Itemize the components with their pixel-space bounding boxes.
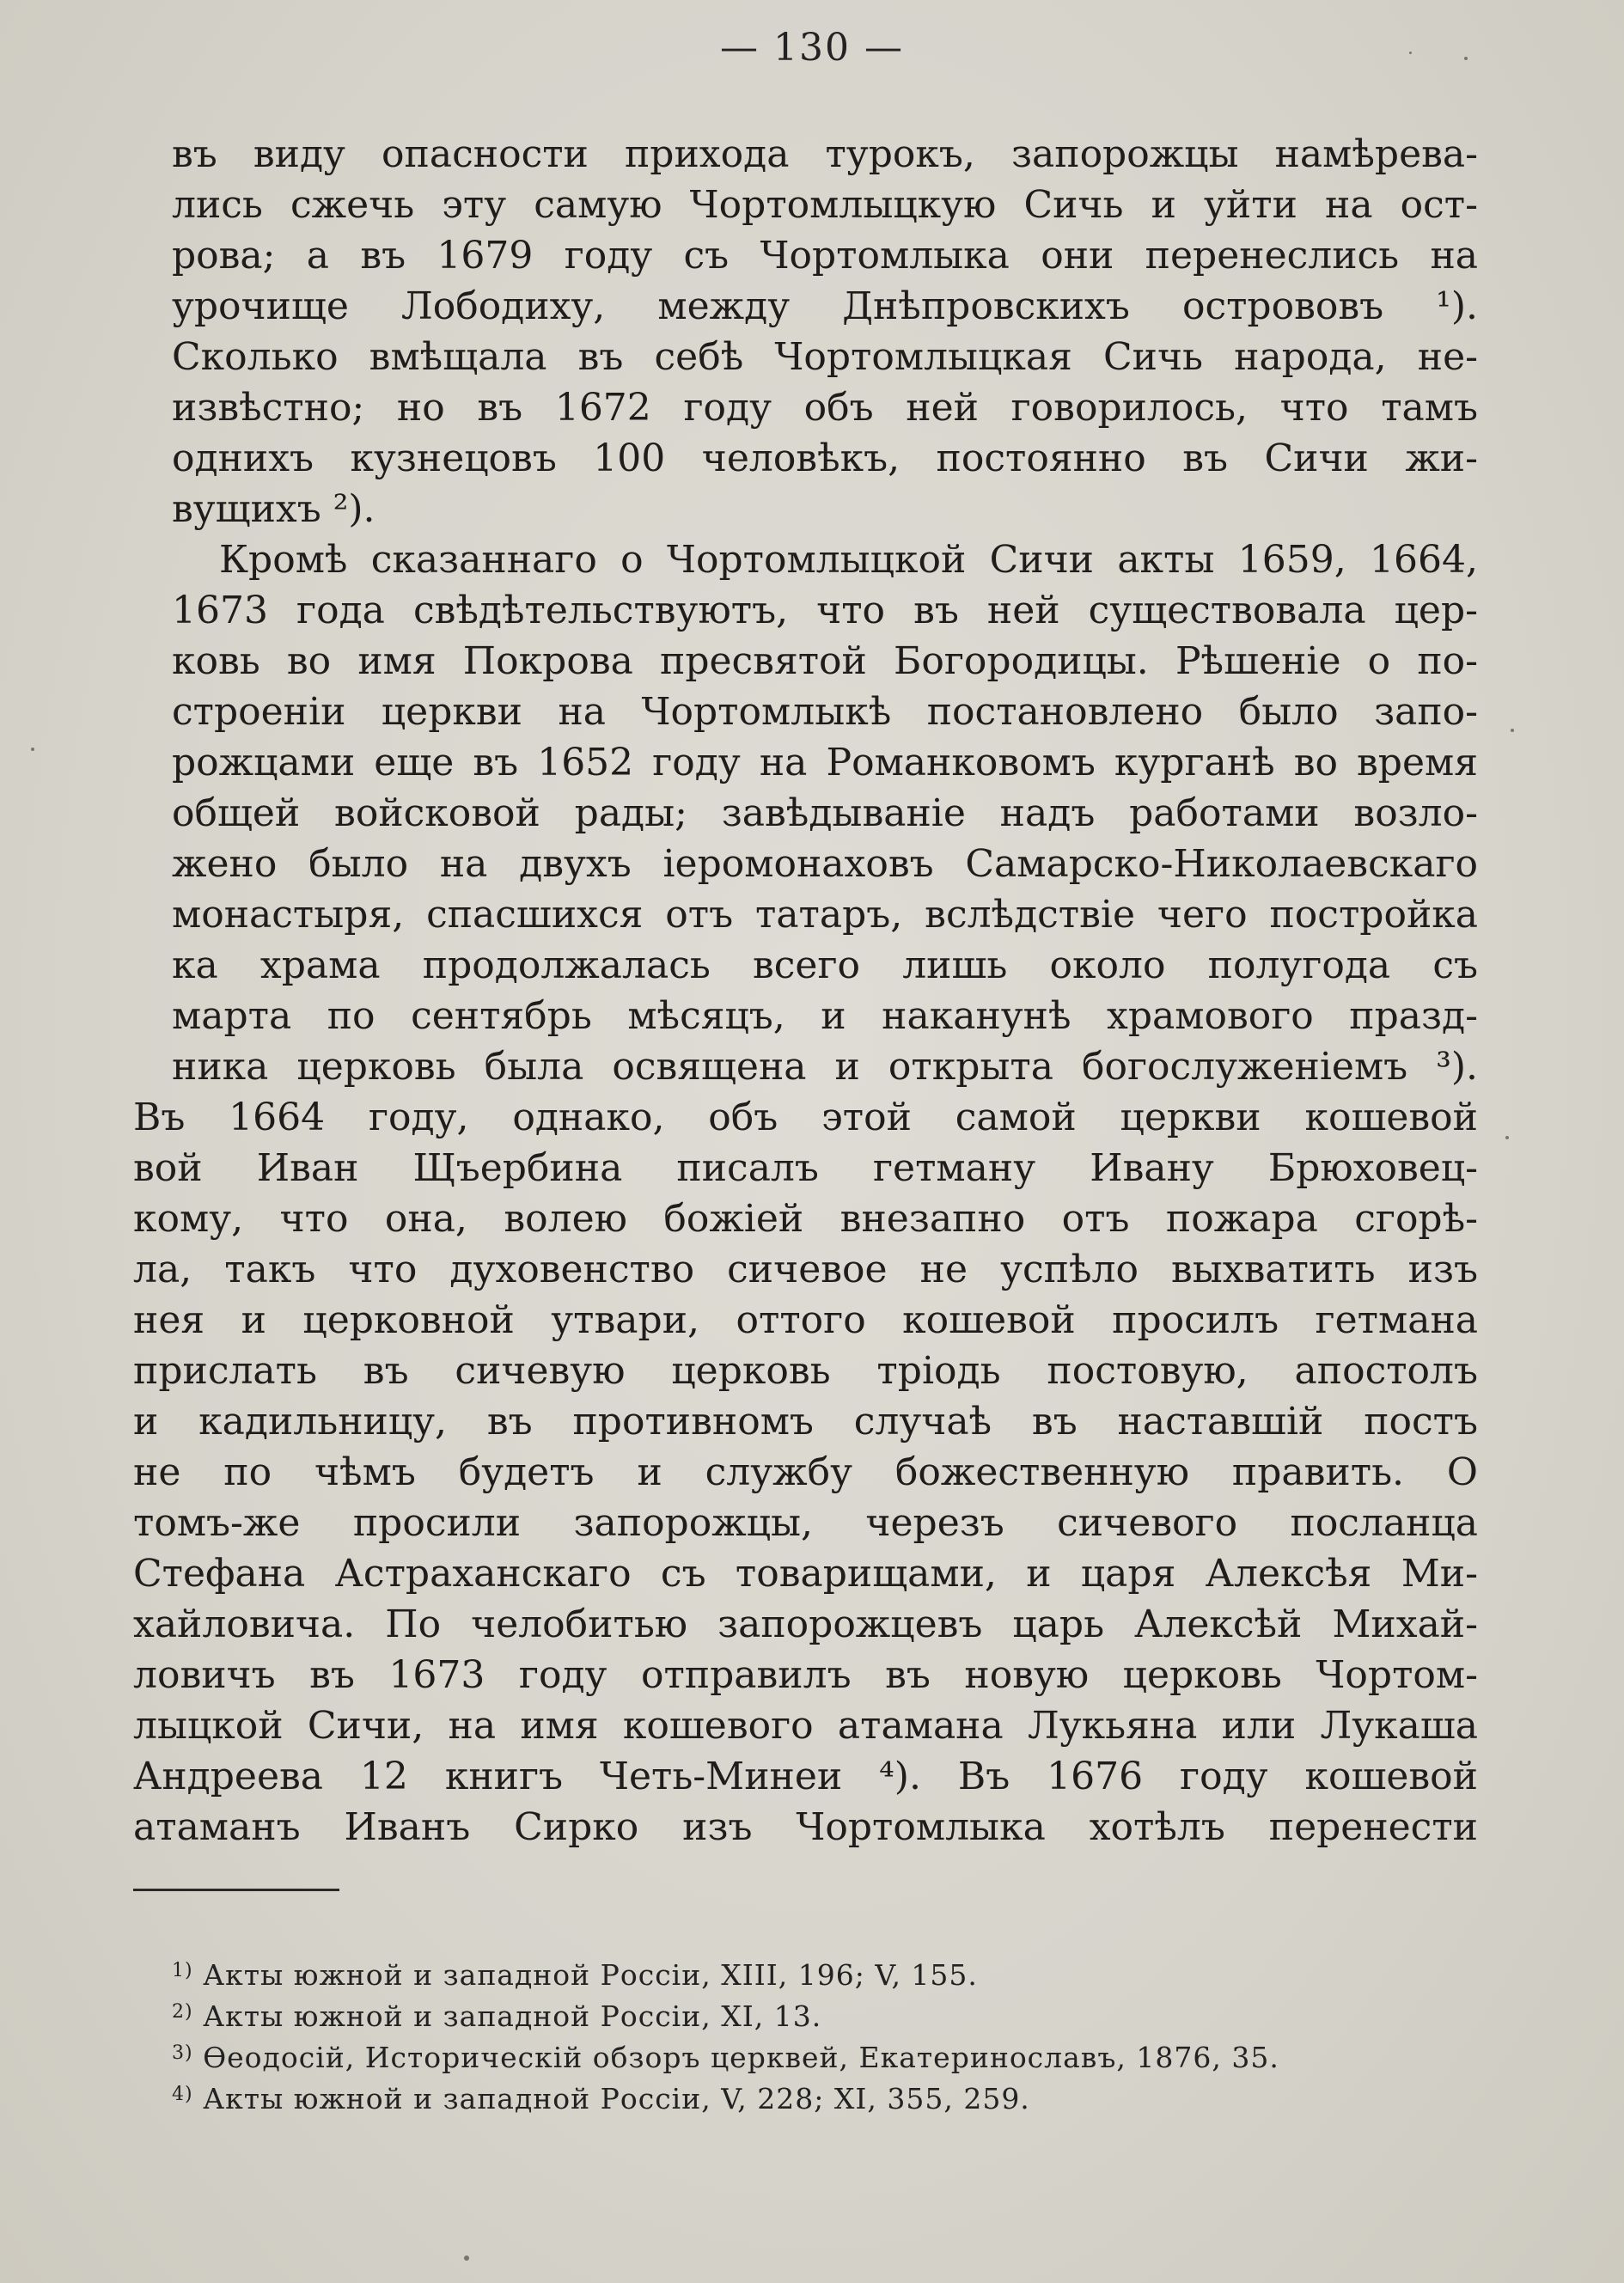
text-line: ковь во имя Покрова пресвятой Богородицы. Рѣшеніе о по- — [172, 639, 1478, 683]
footnote-text: Акты южной и западной Россіи, XIII, 196; V, 155. — [203, 1958, 978, 1992]
text-line: вой Иван Щъербина писалъ гетману Ивану Брюховец- — [133, 1146, 1478, 1190]
text-line: урочище Лободиху, между Днѣпровскихъ острововъ ¹). — [172, 284, 1478, 328]
text-line: вущихъ ²). — [172, 487, 375, 531]
ink-speck — [1505, 1136, 1509, 1139]
text-line: Стефана Астраханскаго съ товарищами, и царя Алексѣя Ми- — [133, 1552, 1478, 1596]
main-text — [133, 129, 1478, 1853]
footnote-mark: 1) — [172, 1960, 193, 1981]
text-line: и кадильницу, въ противномъ случаѣ въ наставшій постъ — [133, 1400, 1478, 1444]
text-line: Андреева 12 книгъ Четь-Минеи ⁴). Въ 1676 году кошевой — [133, 1755, 1478, 1798]
text-line: марта по сентябрь мѣсяцъ, и наканунѣ храмового празд- — [172, 994, 1478, 1038]
text-line: прислать въ сичевую церковь тріодь постовую, апостолъ — [133, 1349, 1478, 1393]
paragraph-first-line: Кромѣ сказаннаго о Чортомлыцкой Сичи акты 1659, 1664, — [219, 538, 1478, 582]
text-line: строеніи церкви на Чортомлыкѣ постановлено было запо- — [172, 690, 1478, 734]
footnote — [172, 2033, 1392, 2074]
text-line: кому, что она, волею божіей внезапно отъ пожара сгорѣ- — [133, 1197, 1478, 1241]
text-line: ника церковь была освящена и открыта богослуженіемъ ³). — [172, 1045, 1478, 1089]
text-line: общей войсковой рады; завѣдываніе надъ работами возло- — [172, 791, 1478, 835]
footnote-mark: 3) — [172, 2042, 193, 2064]
footnote — [172, 1992, 1392, 2033]
footnote-text: Акты южной и западной Россіи, XI, 13. — [203, 1999, 822, 2033]
text-line: жено было на двухъ іеромонаховъ Самарско-Николаевскаго — [172, 842, 1478, 886]
footnote-mark: 2) — [172, 2001, 193, 2023]
footnote — [172, 2074, 1392, 2115]
text-line: нея и церковной утвари, оттого кошевой просилъ гетмана — [133, 1298, 1478, 1342]
page-number: — 130 — — [720, 26, 904, 70]
ink-speck — [1409, 52, 1412, 54]
ink-speck — [1464, 57, 1468, 60]
text-line: ка храма продолжалась всего лишь около полугода съ — [172, 943, 1478, 987]
footnotes — [172, 1950, 1392, 2115]
footnote — [172, 1950, 1392, 1992]
text-line: рова; а въ 1679 году съ Чортомлыка они перенеслись на — [172, 234, 1478, 278]
ink-speck — [31, 748, 34, 751]
text-line: атаманъ Иванъ Сирко изъ Чортомлыка хотѣлъ перенести — [133, 1805, 1478, 1849]
text-line: Сколько вмѣщала въ себѣ Чортомлыцкая Сичь народа, не- — [172, 335, 1478, 379]
ink-speck — [1511, 729, 1514, 732]
footnote-text: Акты южной и западной Россіи, V, 228; XI, 355, 259. — [203, 2082, 1030, 2115]
text-line: томъ-же просили запорожцы, черезъ сичевого посланца — [133, 1501, 1478, 1545]
ink-speck — [464, 2256, 469, 2261]
text-line: извѣстно; но въ 1672 году объ ней говорилось, что тамъ — [172, 386, 1478, 430]
footnote-text: Ѳеодосій, Историческій обзоръ церквей, Екатеринославъ, 1876, 35. — [203, 2041, 1279, 2074]
text-line: 1673 года свѣдѣтельствуютъ, что въ ней существовала цер- — [172, 589, 1478, 632]
text-line: ла, такъ что духовенство сичевое не успѣло выхватить изъ — [133, 1248, 1478, 1291]
text-line: не по чѣмъ будетъ и службу божественную править. О — [133, 1450, 1478, 1494]
text-line: хайловича. По челобитью запорожцевъ царь Алексѣй Михай- — [133, 1602, 1478, 1646]
footnote-mark: 4) — [172, 2084, 193, 2105]
text-line: ловичъ въ 1673 году отправилъ въ новую церковь Чортом- — [133, 1653, 1478, 1697]
text-line: однихъ кузнецовъ 100 человѣкъ, постоянно въ Сичи жи- — [172, 436, 1478, 480]
text-line: лись сжечь эту самую Чортомлыцкую Сичь и уйти на ост- — [172, 183, 1478, 227]
text-line: монастыря, спасшихся отъ татаръ, вслѣдствіе чего постройка — [172, 893, 1478, 937]
text-line: Въ 1664 году, однако, объ этой самой церкви кошевой — [133, 1096, 1478, 1139]
text-line: рожцами еще въ 1652 году на Романковомъ курганѣ во время — [172, 741, 1478, 784]
text-line: лыцкой Сичи, на имя кошевого атамана Лукьяна или Лукаша — [133, 1704, 1478, 1748]
footnote-divider — [133, 1889, 339, 1891]
text-line: въ виду опасности прихода турокъ, запорожцы намѣрева- — [172, 132, 1478, 176]
